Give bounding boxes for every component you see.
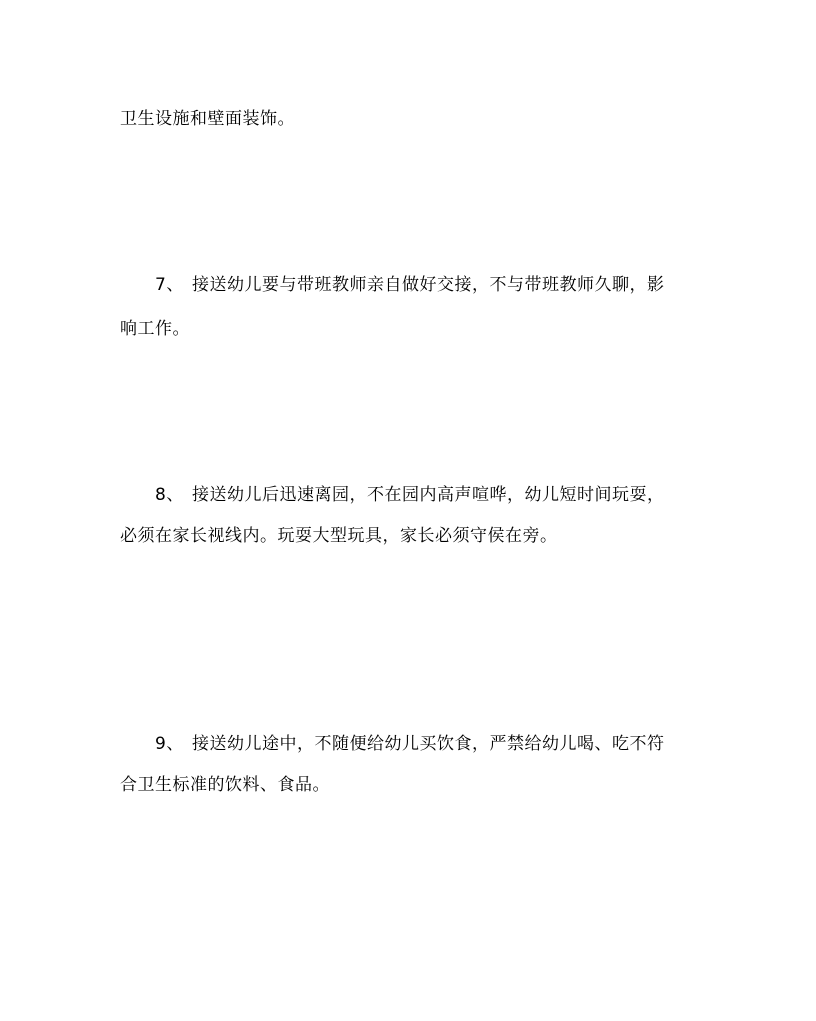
paragraph-item-7-cont — [120, 318, 190, 340]
item-number: 7、 — [155, 275, 184, 295]
paragraph-line: 卫生设施和壁面装饰。 — [120, 109, 295, 129]
paragraph-item-9 — [155, 733, 665, 755]
paragraph-line: 接送幼儿要与带班教师亲自做好交接，不与带班教师久聊，影 — [192, 275, 665, 295]
paragraph-line: 合卫生标准的饮料、食品。 — [120, 775, 330, 795]
item-number: 9、 — [155, 734, 184, 754]
paragraph-item-9-cont — [120, 774, 330, 796]
paragraph-continuation — [120, 108, 295, 130]
paragraph-line: 必须在家长视线内。玩耍大型玩具，家长必须守侯在旁。 — [120, 526, 558, 546]
paragraph-item-8 — [155, 484, 665, 506]
paragraph-line: 接送幼儿途中，不随便给幼儿买饮食，严禁给幼儿喝、吃不符 — [192, 734, 665, 754]
paragraph-item-8-cont — [120, 525, 558, 547]
item-number: 8、 — [155, 485, 184, 505]
paragraph-line: 响工作。 — [120, 319, 190, 339]
paragraph-line: 接送幼儿后迅速离园，不在园内高声喧哗，幼儿短时间玩耍， — [192, 485, 665, 505]
paragraph-item-7 — [155, 274, 665, 296]
